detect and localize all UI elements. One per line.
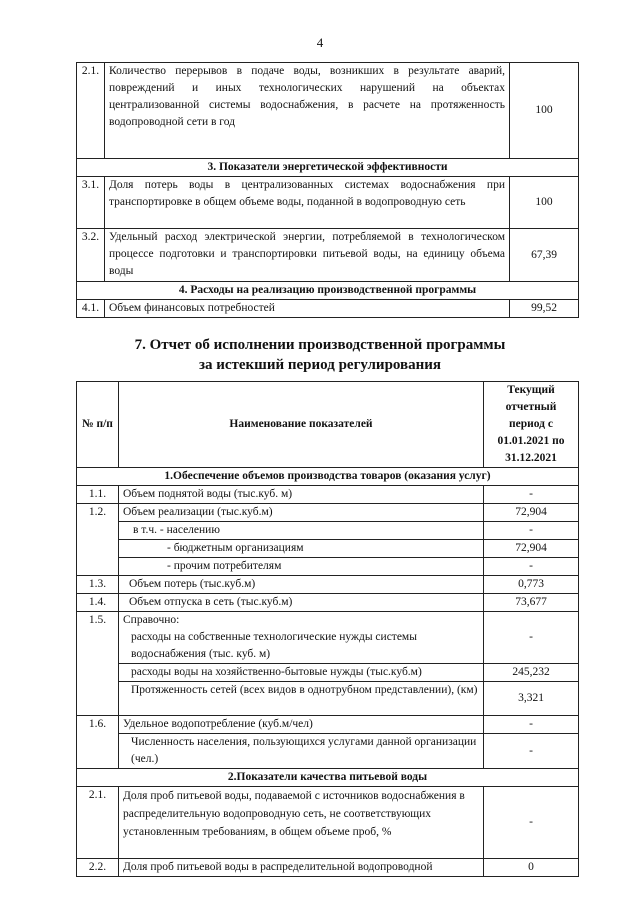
table-row [77, 300, 579, 318]
row-number: 1.4. [77, 594, 119, 612]
row-value: - [484, 522, 579, 540]
table-row [77, 522, 579, 540]
section-3-title: 3. Показатели энергетической эффективности [77, 159, 579, 177]
row-text: Объем потерь (тыс.куб.м) [119, 576, 484, 594]
program-report-table [76, 381, 579, 877]
row-text: в т.ч. - населению [119, 522, 484, 540]
section-row [77, 159, 579, 177]
row-text: Численность населения, пользующихся услугами данной организации (чел.) [119, 734, 484, 769]
row-number: 2.1. [77, 63, 105, 159]
section-7-title: 7. Отчет об исполнении производственной программы [134, 337, 506, 353]
row-text: - бюджетным организациям [119, 540, 484, 558]
row-text: - прочим потребителям [119, 558, 484, 576]
empty-cell [77, 540, 119, 558]
row-text: Удельное водопотребление (куб.м/чел) [119, 716, 484, 734]
table-row [77, 504, 579, 522]
row-value: 245,232 [484, 664, 579, 682]
row-text: Доля потерь воды в централизованных системах водоснабжения при транспортировке в общем объеме воды, поданной в водопроводную сеть [105, 177, 510, 229]
table-row [77, 716, 579, 734]
empty-cell [77, 664, 119, 682]
table-row [77, 177, 579, 229]
empty-cell [77, 522, 119, 540]
row-text: Количество перерывов в подаче воды, возникших в результате аварий, повреждений и иных технологических нарушений на объектах централизованной системы водоснабжения, в расчете на протяженность водопроводной сети в год [105, 63, 510, 159]
row-number: 3.2. [77, 229, 105, 282]
row-value: 0,773 [484, 576, 579, 594]
table-row [77, 859, 579, 877]
table-row [77, 229, 579, 282]
row-value: - [484, 787, 579, 859]
row-value: 72,904 [484, 504, 579, 522]
row-text: Протяженность сетей (всех видов в однотрубном представлении), (км) [119, 682, 484, 716]
row-value: - [484, 558, 579, 576]
row-value: 73,677 [484, 594, 579, 612]
table-row [77, 734, 579, 769]
section-1-title: 1.Обеспечение объемов производства товаров (оказания услуг) [77, 468, 579, 486]
row-value: 99,52 [510, 300, 579, 318]
empty-cell [77, 734, 119, 769]
row-value: 3,321 [484, 682, 579, 716]
table-row [77, 682, 579, 716]
row-label: Справочно: [123, 614, 180, 626]
row-number: 1.6. [77, 716, 119, 734]
row-text: Объем финансовых потребностей [105, 300, 510, 318]
row-value: 72,904 [484, 540, 579, 558]
row-text: Объем отпуска в сеть (тыс.куб.м) [119, 594, 484, 612]
section-row [77, 468, 579, 486]
table-row [77, 576, 579, 594]
row-text: расходы воды на хозяйственно-бытовые нужды (тыс.куб.м) [119, 664, 484, 682]
row-number: 1.2. [77, 504, 119, 522]
empty-cell [77, 558, 119, 576]
row-text: Объем поднятой воды (тыс.куб. м) [119, 486, 484, 504]
row-value: 100 [510, 177, 579, 229]
row-value: 0 [484, 859, 579, 877]
indicators-table-continued [76, 62, 579, 318]
row-number: 1.1. [77, 486, 119, 504]
row-value: 67,39 [510, 229, 579, 282]
row-text: Объем реализации (тыс.куб.м) [119, 504, 484, 522]
row-subtext: расходы на собственные технологические нужды системы водоснабжения (тыс. куб. м) [131, 631, 417, 660]
table-row [77, 63, 579, 159]
section-row [77, 282, 579, 300]
table-row [77, 787, 579, 859]
row-number: 4.1. [77, 300, 105, 318]
table-row [77, 664, 579, 682]
row-text: Доля проб питьевой воды в распределительной водопроводной [119, 859, 484, 877]
empty-cell [77, 682, 119, 716]
table-row [77, 594, 579, 612]
header-row [77, 382, 579, 468]
row-number: 2.1. [77, 787, 119, 859]
row-value: - [484, 486, 579, 504]
section-4-title: 4. Расходы на реализацию производственной программы [77, 282, 579, 300]
row-value: - [484, 734, 579, 769]
table-row [77, 558, 579, 576]
table-row [77, 486, 579, 504]
section-2-title: 2.Показатели качества питьевой воды [77, 769, 579, 787]
row-text: Доля проб питьевой воды, подаваемой с источников водоснабжения в распределительную водопроводную сеть, не соответствующих установленным требованиям, в общем объеме проб, % [119, 787, 484, 859]
section-7-subtitle: за истекший период регулирования [198, 357, 442, 373]
table-row [77, 540, 579, 558]
row-value: - [484, 612, 579, 664]
row-value: 100 [510, 63, 579, 159]
row-number: 1.5. [77, 612, 119, 664]
table-row [77, 612, 579, 664]
row-number: 3.1. [77, 177, 105, 229]
section-row [77, 769, 579, 787]
header-num: № п/п [77, 382, 119, 468]
row-text [119, 612, 484, 664]
row-number: 1.3. [77, 576, 119, 594]
row-value: - [484, 716, 579, 734]
header-period: Текущий отчетный период с 01.01.2021 по 31.12.2021 [484, 382, 579, 468]
row-text: Удельный расход электрической энергии, потребляемой в технологическом процессе подготовки и транспортировки питьевой воды, на единицу объема воды [105, 229, 510, 282]
header-name: Наименование показателей [119, 382, 484, 468]
page-number: 4 [316, 35, 324, 50]
row-number: 2.2. [77, 859, 119, 877]
